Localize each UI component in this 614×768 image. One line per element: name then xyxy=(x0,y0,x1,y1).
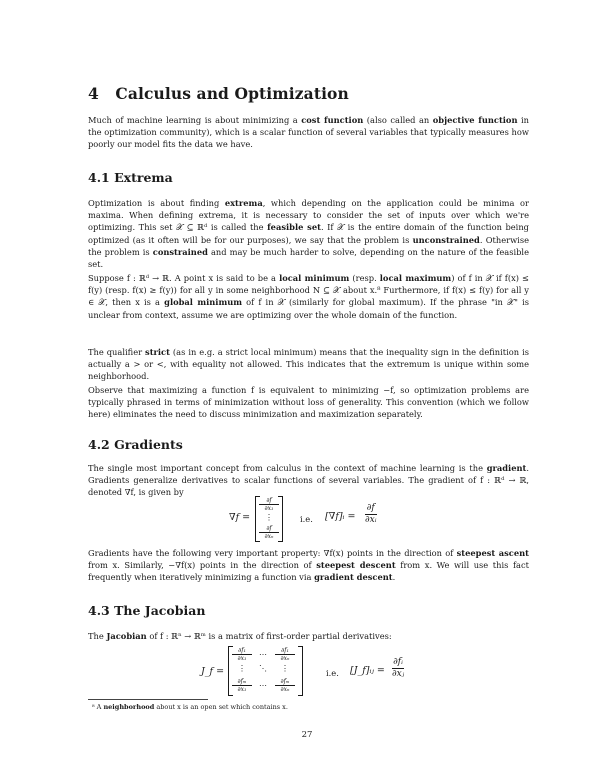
gradient-entry-bottom: ∂f ∂xₙ xyxy=(259,525,279,540)
vertical-dots: ⋮ xyxy=(265,513,273,522)
gradients-paragraph-1: The single most important concept from calculus in the context of machine learning is the gradient. Gradients generalize derivatives to scalar functions of several variables. The gradient of f : ℝᵈ → ℝ, denoted ∇f, is given by xyxy=(88,463,529,498)
jacobian-entry-11: ∂f₁ ∂x₁ xyxy=(232,647,252,662)
ie-label: i.e. xyxy=(300,514,313,524)
gradients-paragraph-2: Gradients have the following very important property: ∇f(x) points in the direction of steepest ascent from x. Similarly, −∇f(x) points in the direction of steepest descent from x. We will use this fact frequently when iteratively minimizing a function via gradient descent. xyxy=(88,548,530,583)
extrema-paragraph-4: Observe that maximizing a function f is equivalent to minimizing −f, so optimization problems are typically phrased in terms of minimization without loss of generality. This convention (which we follow here) eliminates the need to discuss minimization and maximization separately. xyxy=(88,385,529,420)
section-title: Calculus and Optimization xyxy=(115,84,349,103)
extrema-paragraph-1: Optimization is about finding extrema, which depending on the application could be minima or maxima. When defining extrema, it is necessary to consider the set of inputs over which we're optimizing. This set 𝒳 ⊆ ℝᵈ is called the feasible set. If 𝒳 is the entire domain of the function being optimized (as it often will be for our purposes), we say that the problem is unconstrained. Otherwise the problem is constrained and may be much harder to solve, depending on the nature of the feasible set. xyxy=(88,198,530,270)
subsection-heading-jacobian: 4.3 The Jacobian xyxy=(88,603,206,618)
jacobian-hdots-bottom: ⋯ xyxy=(259,681,267,690)
jacobian-vdots-left: ⋮ xyxy=(238,664,246,673)
jacobian-component-fraction: $\frac{\text{∂fᵢ}}{\text{∂xⱼ}}$ xyxy=(392,657,405,679)
jacobian-entry-mn: ∂fₘ ∂xₙ xyxy=(275,678,295,693)
subsection-heading-extrema: 4.1 Extrema xyxy=(88,170,173,185)
page-number: 27 xyxy=(301,730,313,740)
footnote: ⁸ A neighborhood about x is an open set which contains x. xyxy=(92,703,288,711)
jacobian-right-bracket xyxy=(298,646,303,696)
jacobian-ddots: ⋱ xyxy=(259,664,267,673)
jacobian-equation xyxy=(0,644,614,698)
gradient-lhs: ∇f = xyxy=(229,512,251,523)
gradient-entry-top: ∂f ∂x₁ xyxy=(259,497,279,512)
jacobian-component-lhs: [J_f]ᵢⱼ = xyxy=(350,665,385,676)
subsection-heading-gradients: 4.2 Gradients xyxy=(88,437,183,452)
jacobian-entry-m1: ∂fₘ ∂x₁ xyxy=(232,678,252,693)
jacobian-hdots-top: ⋯ xyxy=(259,650,267,659)
gradient-component-lhs: [∇f]ᵢ = xyxy=(325,511,356,522)
jacobian-ie-label: i.e. xyxy=(326,668,339,678)
gradient-component-fraction: $\frac{\partial f}{\text{∂xᵢ}}$ xyxy=(365,503,377,525)
jacobian-vdots-right: ⋮ xyxy=(281,664,289,673)
jacobian-lhs: J_f = xyxy=(201,666,225,677)
section-heading xyxy=(88,84,349,103)
footnote-rule xyxy=(88,699,208,700)
jacobian-entry-1n: ∂f₁ ∂xₙ xyxy=(275,647,295,662)
section-number: 4 xyxy=(88,84,99,103)
gradient-equation xyxy=(0,494,614,544)
extrema-paragraph-3: The qualifier strict (as in e.g. a strict local minimum) means that the inequality sign in the definition is actually a > or <, with equality not allowed. This indicates that the extremum is unique within some neighborhood. xyxy=(88,347,529,382)
jacobian-paragraph-1: The Jacobian of f : ℝⁿ → ℝᵐ is a matrix of first-order partial derivatives: xyxy=(88,631,392,641)
extrema-paragraph-2: Suppose f : ℝᵈ → ℝ. A point x is said to be a local minimum (resp. local maximum) of f in 𝒳 if f(x) ≤ f(y) (resp. f(x) ≥ f(y)) for all y in some neighborhood N ⊆ 𝒳 about x.⁸ Furthermore, if f(x) ≤ f(y) for all y ∈ 𝒳, then x is a global minimum of f in 𝒳 (similarly for global maximum). If the phrase "in 𝒳" is unclear from context, assume we are optimizing over the whole domain of the function. xyxy=(88,273,530,320)
intro-paragraph: Much of machine learning is about minimizing a cost function (also called an objective function in the optimization community), which is a scalar function of several variables that typically measures how poorly our model fits the data we have. xyxy=(88,115,529,150)
